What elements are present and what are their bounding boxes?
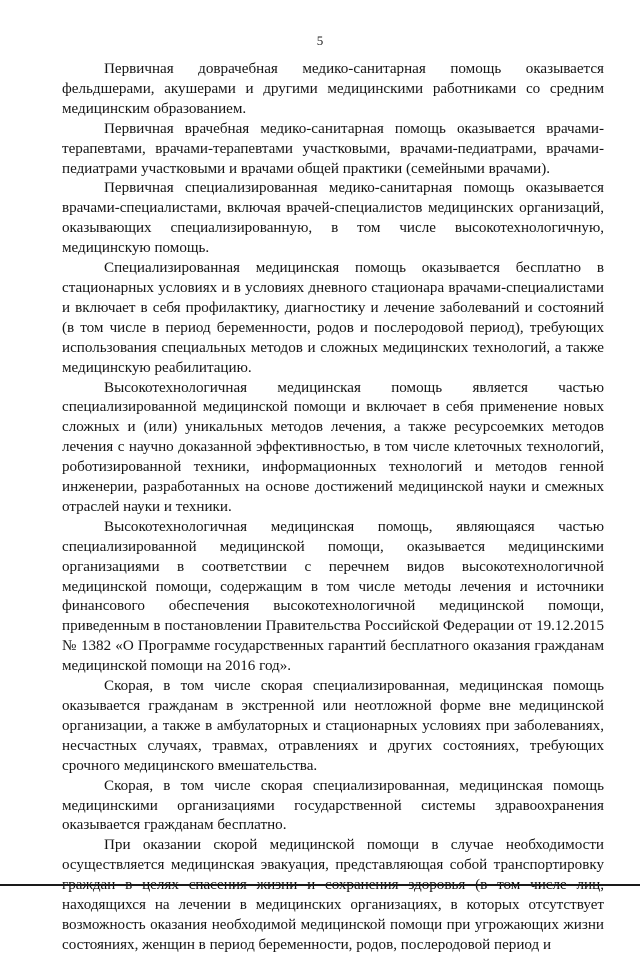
paragraph-medical-evacuation: При оказании скорой медицинской помощи в случае необходимости осуществляется медицинская эвакуация, представляющая собой транспортировку находящихся на лечении в медицинских организациях, в которых отсутствует возможность оказания необходимой медицинской помощи при угрожающих жизни состояниях, женщин в период беременности, родов, послеродовой период и bbox=[62, 837, 604, 953]
page-number: 5 bbox=[316, 33, 324, 48]
paragraph-high-tech-care: Высокотехнологичная медицинская помощь является частью специализированной медицинской помощи и включает в себя применение новых сложных и (или) уникальных методов лечения, а также ресурсоемких методов лечения с научно доказанной эффективностью, в том числе клеточных технологий, роботизированной техники, информационных технологий и методов генной инженерии, разработанных на основе достижений медицинской науки и смежных отраслей науки и техники. bbox=[62, 379, 604, 515]
paragraph-primary-specialized-care: Первичная специализированная медико-санитарная помощь оказывается врачами-специалистами, включая врачей-специалистов медицинских организаций, оказывающих специализированную, в том числе высокотехнологичную, медицинскую помощь. bbox=[62, 180, 604, 257]
paragraph-primary-prehospital-care: Первичная доврачебная медико-санитарная помощь оказывается фельдшерами, акушерами и другими медицинскими работниками со средним медицинским образованием. bbox=[62, 61, 604, 117]
paragraph-high-tech-care-providers: Высокотехнологичная медицинская помощь, являющаяся частью специализированной медицинской помощи, оказывается медицинскими организациями в соответствии с перечнем видов высокотехнологичной медицинской помощи, содержащим в том числе методы лечения и источники финансового обеспечения высокотехнологичной медицинской помощи, приведенным в постановлении Правительства Российской Федерации от 19.12.2015 № 1382 «О Программе государственных гарантий бесплатного оказания гражданам медицинской помощи на 2016 год». bbox=[62, 518, 604, 675]
paragraph-emergency-care-free: Скорая, в том числе скорая специализированная, медицинская помощь медицинскими организациями государственной системы здравоохранения оказывается гражданам бесплатно. bbox=[62, 777, 604, 834]
document-body bbox=[62, 60, 604, 956]
bottom-rule bbox=[0, 884, 640, 886]
paragraph-emergency-care: Скорая, в том числе скорая специализированная, медицинская помощь оказывается гражданам в экстренной или неотложной форме вне медицинской организации, а также в амбулаторных и стационарных условиях при заболеваниях, несчастных случаях, травмах, отравлениях и других состояниях, требующих срочного медицинского вмешательства. bbox=[62, 678, 604, 774]
paragraph-primary-physician-care: Первичная врачебная медико-санитарная помощь оказывается врачами-терапевтами, врачами-терапевтами участковыми, врачами-педиатрами, врачами-педиатрами участковыми и врачами общей практики (семейными врачами). bbox=[62, 120, 604, 177]
paragraph-specialized-care: Специализированная медицинская помощь оказывается бесплатно в стационарных условиях и в условиях дневного стационара врачами-специалистами и включает в себя профилактику, диагностику и лечение заболеваний и состояний (в том числе в период беременности, родов и послеродовой период), требующих использования специальных методов и сложных медицинских технологий, а также медицинскую реабилитацию. bbox=[62, 260, 604, 376]
